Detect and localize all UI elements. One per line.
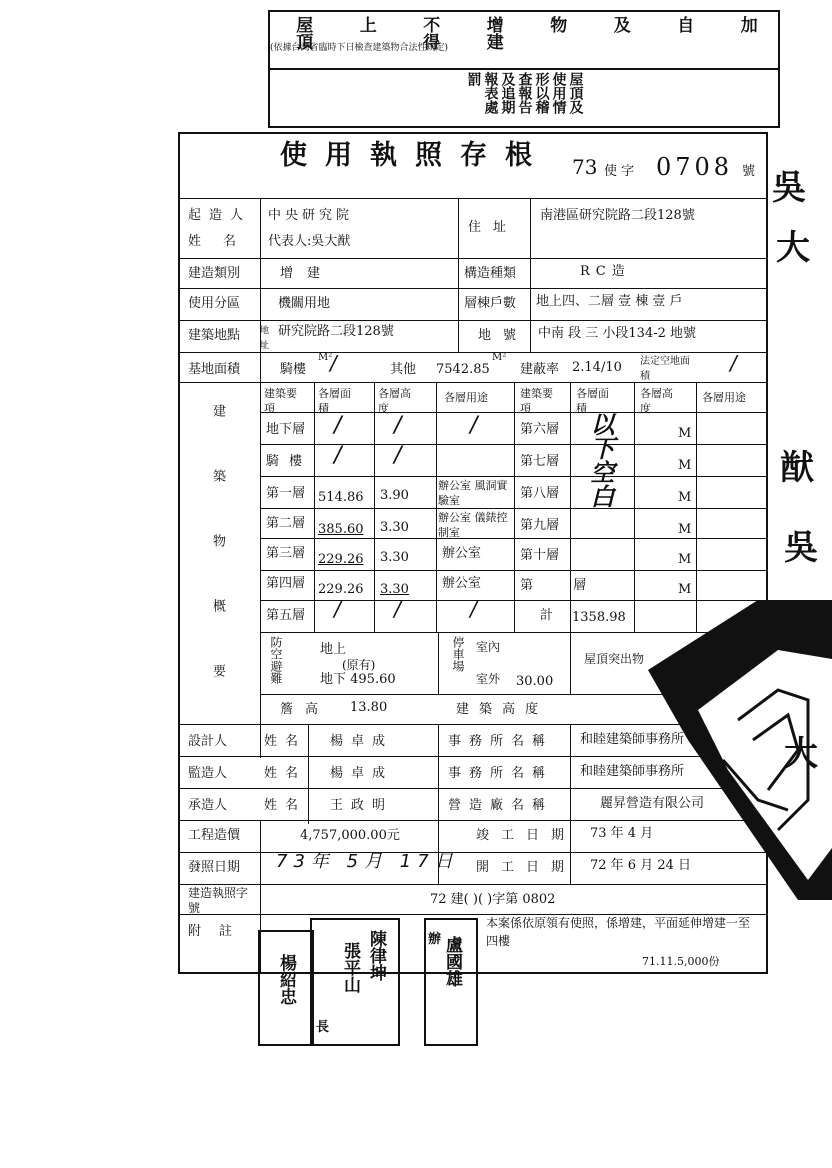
unit: M² — [318, 352, 333, 363]
contractor-name: 王政明 — [330, 798, 394, 813]
margin-mark: 吳 — [784, 528, 818, 568]
floor-name: 第九層 — [520, 518, 560, 533]
floor-name: 第五層 — [266, 608, 306, 623]
lot-label: 地號 — [478, 328, 529, 343]
floor-use: 辦公室 儀錶控制室 — [438, 511, 508, 539]
stamp-name: 楊紹忠 — [276, 954, 296, 1005]
stamp-text: 屋頂及使用情形以稽查報告及追期報表處罰 — [465, 72, 584, 114]
unit: M — [678, 582, 692, 597]
cost-label: 工程造價 — [188, 828, 241, 843]
designer-office: 和睦建築師事務所 — [580, 732, 685, 747]
arcade-value: / — [330, 351, 337, 375]
legal-basement-value: / — [730, 351, 737, 375]
floor-area: / — [334, 597, 341, 621]
margin-mark: 大 — [784, 734, 818, 774]
blank-note: 以下空白 — [586, 412, 614, 508]
designer-label: 設計人 — [188, 734, 228, 749]
floor-height-label: 簷高 — [280, 702, 331, 717]
note-text: 本案係依原領有使照，係增建，平面延伸增建一至四樓 — [486, 916, 751, 948]
floors-label: 層棟戶數 — [464, 296, 517, 311]
floor-height: 3.30 — [380, 550, 409, 565]
col-header: 各層面積 — [318, 387, 351, 415]
floor-area: 229.26 — [318, 552, 364, 567]
stamp-name: 陳律坤 — [366, 930, 386, 981]
designer-office-label: 事務所名稱 — [448, 734, 554, 749]
unit: M² — [492, 352, 507, 363]
build-type-label: 建造類別 — [188, 266, 241, 281]
floor-height: 3.90 — [380, 488, 409, 503]
col-header: 各層面積 — [576, 387, 609, 415]
contractor-firm-label: 營造廠名稱 — [448, 798, 554, 813]
total-value: 1358.98 — [572, 610, 626, 625]
bldg-height-label: 建築高度 — [456, 702, 549, 717]
floor-name: 地下層 — [266, 422, 306, 437]
stamp-name: 盧國雄 — [442, 936, 462, 987]
approval-stamps — [258, 918, 476, 1042]
floor-area: 385.60 — [318, 522, 364, 537]
col-header: 各層高度 — [378, 387, 411, 415]
roof-label: 屋頂突出物 — [584, 652, 645, 666]
name-label: 姓名 — [188, 234, 259, 249]
shelter-note: (原有) — [342, 658, 376, 672]
form-title: 使用執照存根 — [280, 140, 550, 171]
total-label: 計 — [540, 608, 554, 623]
stamp-text: 加 — [736, 16, 757, 33]
applicant-org: 中央研究院 — [268, 208, 354, 223]
floor-height-value: 13.80 — [350, 700, 388, 715]
floor-name: 第十層 — [520, 548, 560, 563]
issue-label: 發照日期 — [188, 860, 241, 875]
stamp-engineer — [424, 918, 478, 1046]
permit-suffix: 號 — [742, 164, 756, 179]
lot-value: 中南 段 三 小段134-2 地號 — [538, 326, 697, 341]
col-header: 建築要項 — [264, 387, 297, 415]
floor-use: / — [470, 413, 478, 438]
parking-value: 30.00 — [516, 674, 554, 689]
floor-area: / — [334, 413, 342, 438]
unit: M — [678, 490, 692, 505]
contractor-label: 承造人 — [188, 798, 228, 813]
stamp-text: 不得 — [419, 16, 440, 50]
print-note: 71.11.5,000份 — [642, 955, 720, 968]
stamp-text: 屋頂 — [292, 16, 313, 50]
floor-use: 辦公室 — [442, 546, 482, 561]
col-header: 建築要項 — [520, 387, 553, 415]
arcade-label: 騎樓 — [280, 362, 307, 377]
stamp-text: 自 — [673, 16, 694, 33]
supervisor-name-label: 姓名 — [264, 766, 307, 781]
contractor-firm: 麗昇營造有限公司 — [600, 796, 705, 811]
designer-name: 楊卓成 — [330, 734, 394, 749]
margin-mark: 吳 — [772, 168, 806, 208]
other-label: 其他 — [390, 362, 417, 377]
floor-name: 第一層 — [266, 486, 306, 501]
floor-name: 第三層 — [266, 546, 306, 561]
struct-label: 構造種類 — [464, 266, 517, 281]
note-label: 附註 — [188, 924, 251, 939]
designer-name-label: 姓名 — [264, 734, 307, 749]
stamp-name: 張平山 — [340, 942, 360, 993]
zoning-label: 使用分區 — [188, 296, 241, 311]
permit-number: 0708 — [656, 153, 734, 181]
supervisor-office-label: 事務所名稱 — [448, 766, 554, 781]
officer-label: 辦 — [428, 932, 442, 947]
permit-value: 72 建( )( )字第 0802 — [430, 892, 556, 907]
stamp-row-2 — [270, 72, 778, 124]
stamp-note: (依據台灣省臨時下日檢查建築物合法性規定) — [270, 43, 449, 53]
complete-label: 竣工日期 — [476, 828, 577, 843]
legal-basement-label: 法定空地面積 — [640, 356, 690, 382]
applicant-rep: 代表人:吳大猷 — [268, 234, 351, 249]
stamp-text: 及 — [609, 16, 630, 33]
floor-use: 辦公室 — [442, 576, 482, 591]
floor-height: 3.30 — [380, 582, 409, 597]
base-area-label: 基地面積 — [188, 362, 241, 377]
site-value: 研究院路二段128號 — [278, 324, 394, 339]
shelter-label: 防空避難 — [269, 636, 283, 684]
floor-height: / — [394, 413, 402, 438]
shelter-below: 地下 495.60 — [320, 672, 396, 687]
struct-value: RC造 — [580, 264, 631, 279]
stamp-chief — [310, 918, 400, 1046]
cost-value: 4,757,000.00元 — [300, 828, 400, 843]
floor-height: 3.30 — [380, 520, 409, 535]
supervisor-name: 楊卓成 — [330, 766, 394, 781]
floor-name: 騎樓 — [266, 454, 313, 469]
col-header: 各層高度 — [640, 387, 673, 415]
floor-use: / — [470, 597, 477, 621]
build-type-value: 增建 — [280, 266, 335, 281]
floor-use: 辦公室 風洞實驗室 — [438, 479, 508, 507]
col-header: 各層用途 — [444, 391, 488, 404]
complete-value: 73 年 4 月 — [590, 826, 654, 841]
chief-label: 長 — [316, 1020, 330, 1035]
section-label: 建築物概要 — [210, 404, 225, 729]
unit: M — [678, 552, 692, 567]
unit: M — [678, 458, 692, 473]
floor-name: 第四層 — [266, 576, 306, 591]
stamp-text: 上 — [355, 16, 376, 33]
contractor-name-label: 姓名 — [264, 798, 307, 813]
stamp-text: 增建 — [482, 16, 503, 50]
site-sub: 地址 — [260, 326, 270, 351]
permit-label: 建造執照字號 — [188, 886, 249, 915]
floor-area: 514.86 — [318, 490, 364, 505]
stamp-text: 物 — [546, 16, 567, 33]
floor-name: 第七層 — [520, 454, 560, 469]
margin-mark: 大 — [776, 228, 810, 268]
floor-height: / — [394, 597, 401, 621]
floors-value: 地上四、二層 壹 棟 壹 戶 — [536, 294, 683, 309]
stamp-officer — [258, 930, 314, 1046]
col-header: 各層用途 — [702, 391, 746, 404]
parking-out: 室外 — [476, 672, 501, 686]
bcr-label: 建蔽率 — [520, 362, 560, 377]
floor-name: 第八層 — [520, 486, 560, 501]
address-value: 南港區研究院路二段128號 — [540, 208, 695, 223]
supervisor-office: 和睦建築師事務所 — [580, 764, 685, 779]
other-value: 7542.85 — [436, 362, 490, 377]
unit: M — [678, 522, 692, 537]
floor-name: 第六層 — [520, 422, 560, 437]
shelter-above: 地上 — [320, 642, 347, 657]
zoning-value: 機關用地 — [278, 296, 331, 311]
floor-name: 第 層 — [520, 578, 605, 593]
floor-height: / — [394, 443, 402, 468]
regulation-stamp — [268, 10, 780, 128]
permit-mid: 使 字 — [604, 164, 635, 179]
bcr-value: 2.14/10 — [572, 360, 622, 375]
parking-label: 停車場 — [451, 636, 465, 672]
start-label: 開工日期 — [476, 860, 577, 875]
issue-value: 73年 5月 17日 — [276, 851, 459, 872]
supervisor-label: 監造人 — [188, 766, 228, 781]
floor-area: / — [334, 443, 342, 468]
parking-in: 室內 — [476, 640, 501, 654]
start-value: 72 年 6 月 24 日 — [590, 858, 692, 873]
address-label: 住址 — [468, 220, 519, 235]
permit-year: 73 — [572, 155, 598, 179]
unit: M — [678, 426, 692, 441]
floor-area: 229.26 — [318, 582, 364, 597]
floor-name: 第二層 — [266, 516, 306, 531]
margin-mark: 猷 — [780, 448, 814, 488]
applicant-label: 起造人 — [188, 208, 252, 223]
site-label: 建築地點 — [188, 328, 241, 343]
